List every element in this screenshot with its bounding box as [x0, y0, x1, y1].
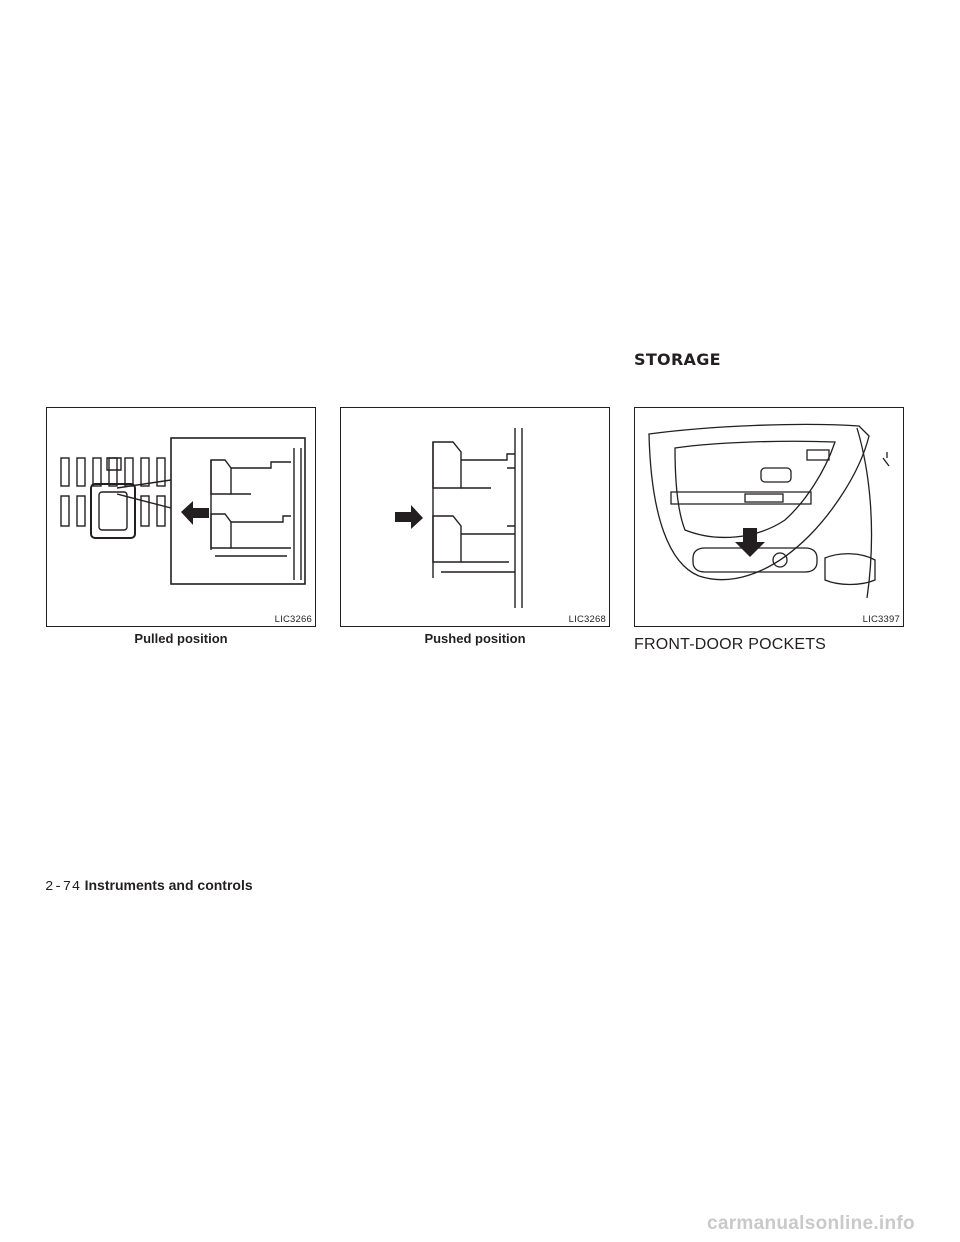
figure-caption-pulled: Pulled position — [134, 631, 228, 646]
figure-code: LIC3397 — [862, 614, 900, 625]
arrow-left-icon — [181, 501, 209, 525]
subsection-heading: FRONT-DOOR POCKETS — [634, 636, 827, 653]
page-number: 2-74 — [45, 879, 81, 895]
figure-code: LIC3266 — [274, 614, 312, 625]
figure-pulled-position — [46, 407, 316, 627]
front-door-panel-illustration — [635, 408, 905, 628]
watermark: carmanualsonline.info — [707, 1213, 915, 1234]
section-heading: STORAGE — [634, 350, 721, 369]
cup-holder-pushed-illustration — [341, 408, 611, 628]
figure-front-door-pockets — [634, 407, 904, 627]
figure-caption-pushed: Pushed position — [424, 631, 526, 646]
figure-code: LIC3268 — [568, 614, 606, 625]
page-footer — [45, 877, 253, 895]
figure-pushed-position — [340, 407, 610, 627]
chapter-title: Instruments and controls — [84, 877, 253, 893]
cup-holder-pulled-illustration — [47, 408, 317, 628]
arrow-right-icon — [395, 505, 423, 529]
